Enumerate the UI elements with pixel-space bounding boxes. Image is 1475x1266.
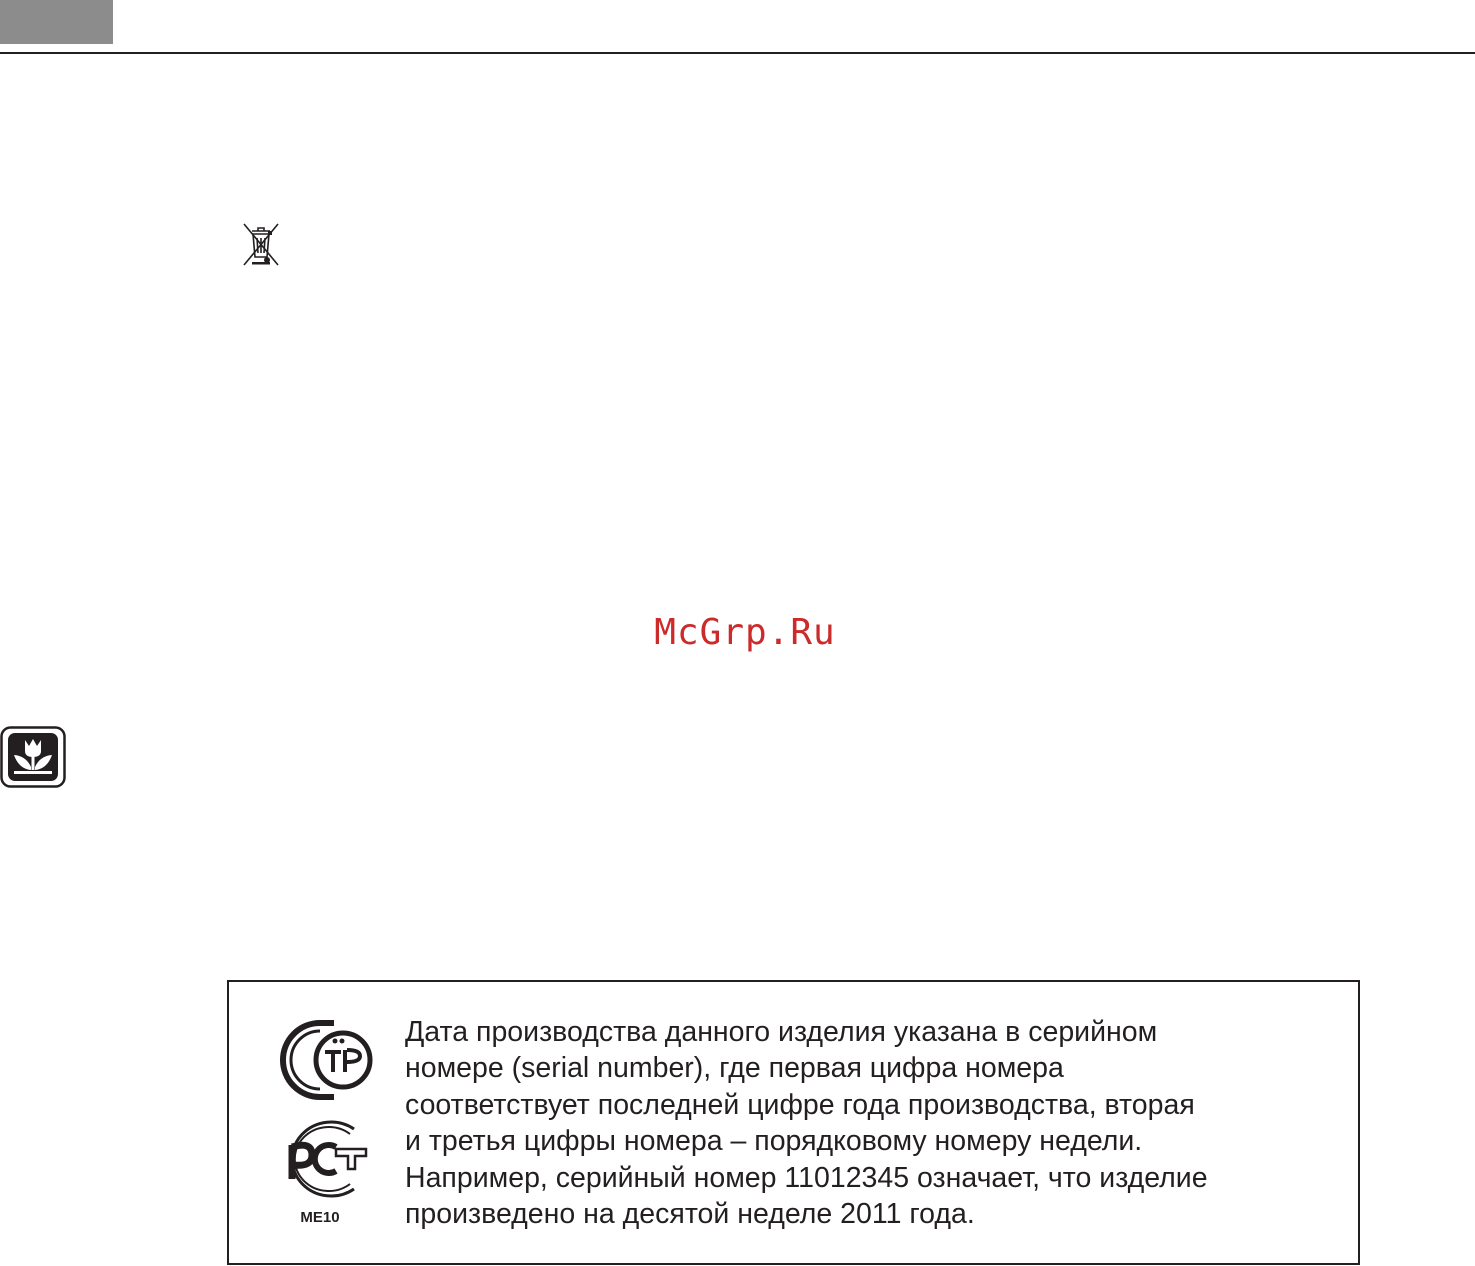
info-line: Например, серийный номер 11012345 означает, что изделие <box>405 1161 1208 1194</box>
header-rule <box>0 52 1475 54</box>
eac-mark-icon <box>270 1019 376 1101</box>
info-line: произведено на десятой неделе 2011 года. <box>405 1198 975 1231</box>
info-line: и третья цифры номера – порядковому номеру недели. <box>405 1125 1143 1158</box>
cert-code: ME10 <box>300 1209 340 1226</box>
page-corner-tab <box>0 0 113 44</box>
production-date-text <box>405 1014 1345 1232</box>
pct-mark-icon <box>270 1119 374 1199</box>
watermark-text: McGrp.Ru <box>654 612 836 653</box>
crossed-bin-icon <box>241 222 281 268</box>
info-line: Дата производства данного изделия указана в серийном <box>405 1016 1158 1048</box>
info-line: соответствует последней цифре года производства, вторая <box>405 1088 1195 1121</box>
flower-icon <box>0 726 66 788</box>
production-date-info-box <box>227 980 1360 1265</box>
info-line: номере (serial number), где первая цифра номера <box>405 1052 1064 1085</box>
